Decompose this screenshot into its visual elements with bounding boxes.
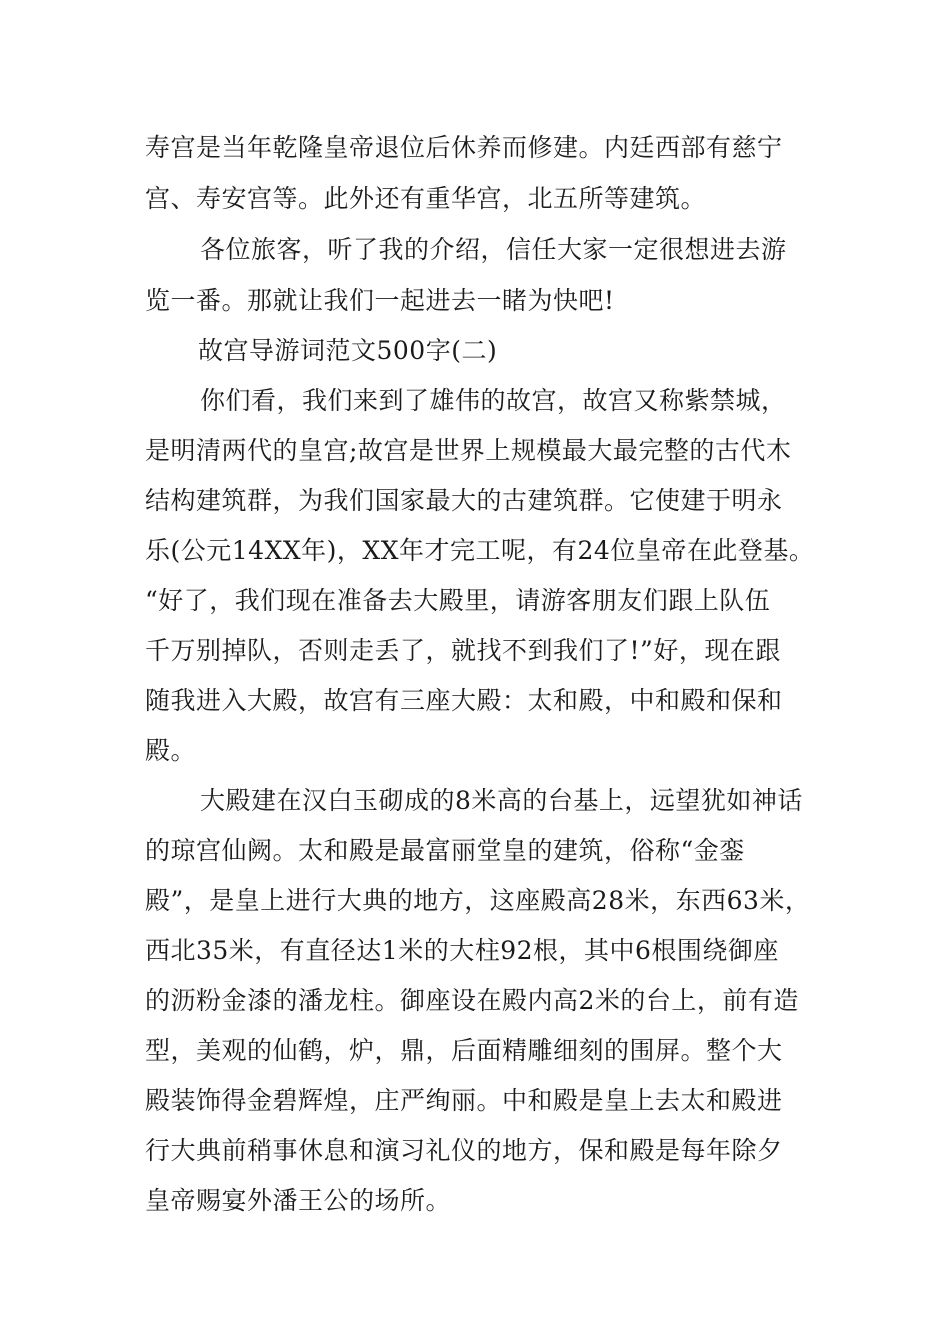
- text-line: 各位旅客，听了我的介绍，信任大家一定很想进去游: [200, 235, 787, 264]
- text-line: 行大典前稍事休息和演习礼仪的地方，保和殿是每年除夕: [145, 1136, 783, 1165]
- text-line: 寿宫是当年乾隆皇帝退位后休养而修建。内廷西部有慈宁: [145, 133, 783, 162]
- text-line: 乐(公元14XX年)，XX年才完工呢，有24位皇帝在此登基。: [145, 536, 815, 565]
- text-line: 的琼宫仙阙。太和殿是最富丽堂皇的建筑，俗称“金銮: [145, 836, 745, 865]
- text-line: 殿”，是皇上进行大典的地方，这座殿高28米，东西63米，: [145, 886, 811, 915]
- text-line: 览一番。那就让我们一起进去一睹为快吧!: [145, 286, 615, 315]
- text-line: 大殿建在汉白玉砌成的8米高的台基上，远望犹如神话: [200, 786, 803, 815]
- text-line: 殿。: [145, 736, 197, 765]
- text-line: 是明清两代的皇宫;故宫是世界上规模最大最完整的古代木: [145, 436, 792, 465]
- text-line: 结构建筑群，为我们国家最大的古建筑群。它使建于明永: [145, 486, 783, 515]
- text-line: 殿装饰得金碧辉煌，庄严绚丽。中和殿是皇上去太和殿进: [145, 1086, 783, 1115]
- text-line: 宫、寿安宫等。此外还有重华宫，北五所等建筑。: [145, 184, 707, 213]
- text-line: 的沥粉金漆的潘龙柱。御座设在殿内高2米的台上，前有造: [145, 986, 799, 1015]
- text-line: 随我进入大殿，故宫有三座大殿：太和殿，中和殿和保和: [145, 686, 783, 715]
- text-line: 型，美观的仙鹤，炉，鼎，后面精雕细刻的围屏。整个大: [145, 1036, 783, 1065]
- text-line: 西北35米，有直径达1米的大柱92根，其中6根围绕御座: [145, 936, 779, 965]
- text-line: “好了，我们现在准备去大殿里，请游客朋友们跟上队伍: [145, 586, 771, 615]
- text-line: 皇帝赐宴外潘王公的场所。: [145, 1186, 452, 1215]
- text-line: 你们看，我们来到了雄伟的故宫，故宫又称紫禁城，: [200, 386, 787, 415]
- section-heading: 故宫导游词范文500字(二): [198, 336, 498, 365]
- text-line: 千万别掉队，否则走丢了，就找不到我们了!”好，现在跟: [145, 636, 781, 665]
